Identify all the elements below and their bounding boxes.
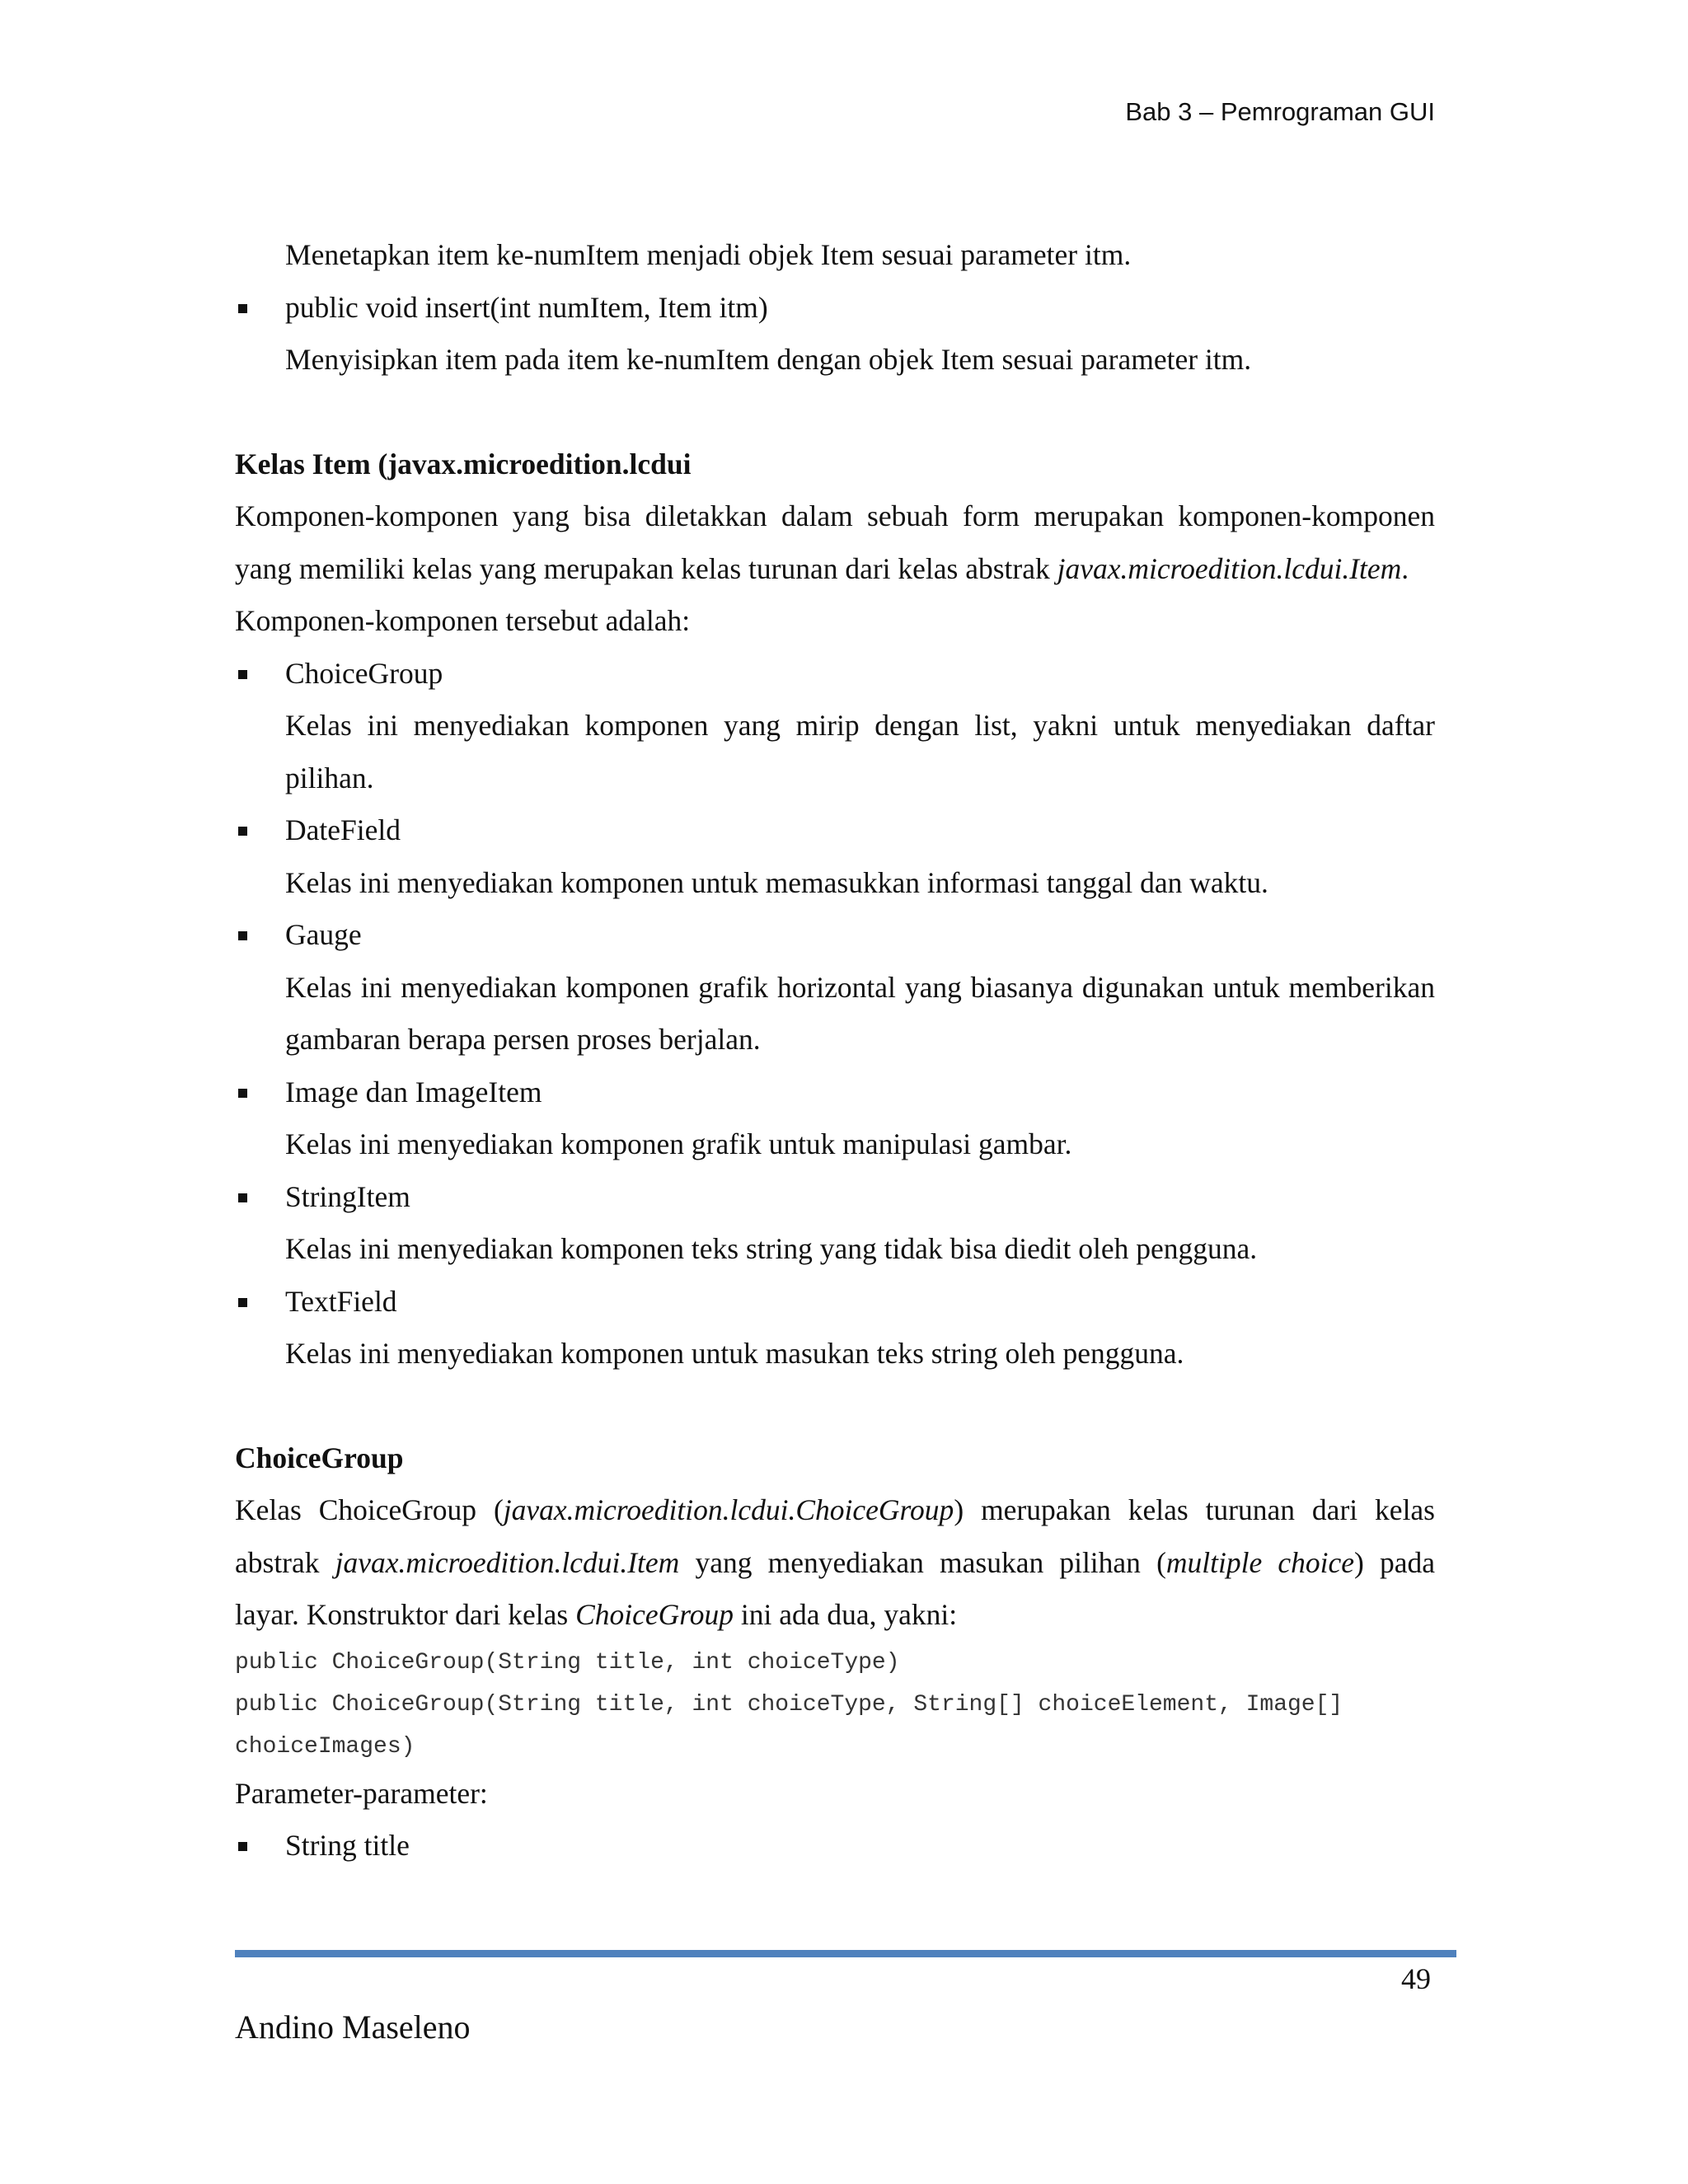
section-heading: ChoiceGroup <box>235 1441 404 1474</box>
list-item <box>235 1820 1435 1872</box>
bullet-icon <box>238 1193 247 1202</box>
bullet-icon <box>238 1089 247 1098</box>
list-item-title: DateField <box>285 813 401 846</box>
paragraph: Kelas ChoiceGroup (javax.microedition.lcdui.ChoiceGroup) merupakan kelas turunan dari kelas abstrak javax.microedition.lcdui.Item yang menyediakan masukan pilihan (multiple choice) pada layar. Konstruktor dari kelas ChoiceGroup ini ada dua, yakni: <box>235 1493 1435 1631</box>
code-line: public ChoiceGroup(String title, int choiceType) <box>235 1649 900 1675</box>
list-item <box>235 648 1435 701</box>
list-item <box>235 1171 1435 1224</box>
list-item-title: ChoiceGroup <box>285 656 443 690</box>
bullet-icon <box>238 931 247 940</box>
running-header: Bab 3 – Pemrograman GUI <box>1125 97 1435 126</box>
paragraph: Menyisipkan item pada item ke-numItem dengan objek Item sesuai parameter itm. <box>285 343 1252 376</box>
list-item-description: Kelas ini menyediakan komponen untuk masukan teks string oleh pengguna. <box>285 1337 1184 1370</box>
page-number: 49 <box>1401 1962 1431 1995</box>
footer-rule <box>235 1950 1456 1957</box>
list-item-title: TextField <box>285 1284 397 1318</box>
bullet-icon <box>238 1298 247 1307</box>
list-item <box>235 282 1435 335</box>
list-item-description: Kelas ini menyediakan komponen grafik horizontal yang biasanya digunakan untuk memberikan gambaran berapa persen proses berjalan. <box>285 970 1435 1056</box>
list-item-description: Kelas ini menyediakan komponen grafik untuk manipulasi gambar. <box>285 1127 1072 1160</box>
paragraph: Menetapkan item ke-numItem menjadi objek Item sesuai parameter itm. <box>285 238 1132 271</box>
list-item-title: Gauge <box>285 918 362 951</box>
list-item-description: Kelas ini menyediakan komponen teks string yang tidak bisa diedit oleh pengguna. <box>285 1232 1258 1265</box>
list-item <box>235 909 1435 962</box>
paragraph: Parameter-parameter: <box>235 1776 488 1810</box>
bullet-icon <box>238 670 247 679</box>
list-item-title: StringItem <box>285 1179 410 1213</box>
list-item-description: Kelas ini menyediakan komponen untuk memasukkan informasi tanggal dan waktu. <box>285 865 1268 899</box>
list-item-description: Kelas ini menyediakan komponen yang mirip dengan list, yakni untuk menyediakan daftar pilihan. <box>285 709 1435 794</box>
code-line: public ChoiceGroup(String title, int choiceType, String[] choiceElement, Image[] choiceImages) <box>235 1691 1343 1760</box>
list-item-title: String title <box>285 1829 410 1862</box>
section-heading: Kelas Item (javax.microedition.lcdui <box>235 447 692 480</box>
bullet-icon <box>238 304 247 313</box>
method-signature: public void insert(int numItem, Item itm) <box>285 290 768 324</box>
bullet-icon <box>238 827 247 836</box>
list-item-title: Image dan ImageItem <box>285 1075 542 1108</box>
page-body <box>235 229 1435 1872</box>
list-item <box>235 804 1435 857</box>
bullet-icon <box>238 1842 247 1851</box>
paragraph: Komponen-komponen tersebut adalah: <box>235 604 691 637</box>
list-item <box>235 1066 1435 1119</box>
author-name: Andino Maseleno <box>235 2008 471 2046</box>
list-item <box>235 1276 1435 1329</box>
paragraph: Komponen-komponen yang bisa diletakkan dalam sebuah form merupakan komponen-komponen yang memiliki kelas yang merupakan kelas turunan dari kelas abstrak javax.microedition.lcdui.Item. <box>235 499 1435 585</box>
